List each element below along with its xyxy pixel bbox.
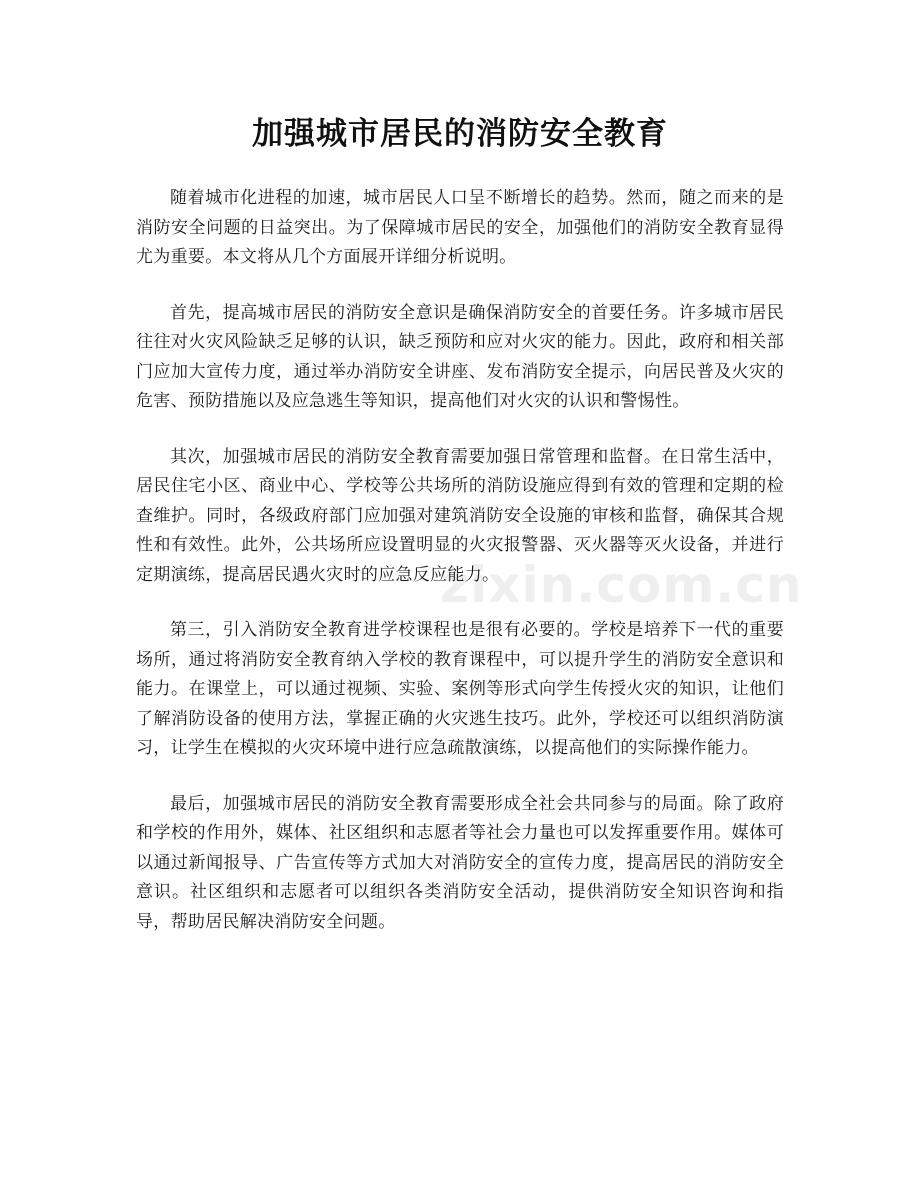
paragraph-first: 首先，提高城市居民的消防安全意识是确保消防安全的首要任务。许多城市居民往往对火灾风险缺乏足够的认识，缺乏预防和应对火灾的能力。因此，政府和相关部门应加大宣传力度，通过举办消防安全讲座、发布消防安全提示，向居民普及火灾的危害、预防措施以及应急逃生等知识，提高他们对火灾的认识和警惕性。 — [136, 302, 784, 411]
document-title: 加强城市居民的消防安全教育 — [252, 116, 668, 152]
watermark: zixin.com.cn — [440, 556, 803, 614]
paragraph-third: 第三，引入消防安全教育进学校课程也是很有必要的。学校是培养下一代的重要场所，通过将消防安全教育纳入学校的教育课程中，可以提升学生的消防安全意识和能力。在课堂上，可以通过视频、实验、案例等形式向学生传授火灾的知识，让他们了解消防设备的使用方法，掌握正确的火灾逃生技巧。此外，学校还可以组织消防演习，让学生在模拟的火灾环境中进行应急疏散演练，以提高他们的实际操作能力。 — [136, 620, 784, 758]
document-body — [136, 184, 784, 963]
paragraph-last: 最后，加强城市居民的消防安全教育需要形成全社会共同参与的局面。除了政府和学校的作用外，媒体、社区组织和志愿者等社会力量也可以发挥重要作用。媒体可以通过新闻报导、广告宣传等方式加大对消防安全的宣传力度，提高居民的消防安全意识。社区组织和志愿者可以组织各类消防安全活动，提供消防安全知识咨询和指导，帮助居民解决消防安全问题。 — [136, 793, 784, 932]
paragraph-intro: 随着城市化进程的加速，城市居民人口呈不断增长的趋势。然而，随之而来的是消防安全问题的日益突出。为了保障城市居民的安全，加强他们的消防安全教育显得尤为重要。本文将从几个方面展开详细分析说明。 — [136, 188, 784, 267]
paragraph-second: 其次，加强城市居民的消防安全教育需要加强日常管理和监督。在日常生活中，居民住宅小区、商业中心、学校等公共场所的消防设施应得到有效的管理和定期的检查维护。同时，各级政府部门应加强对建筑消防安全设施的审核和监督，确保其合规性和有效性。此外，公共场所应设置明显的火灾报警器、灭火器等灭火设备，并进行定期演练，提高居民遇火灾时的应急反应能力。 — [136, 446, 784, 585]
